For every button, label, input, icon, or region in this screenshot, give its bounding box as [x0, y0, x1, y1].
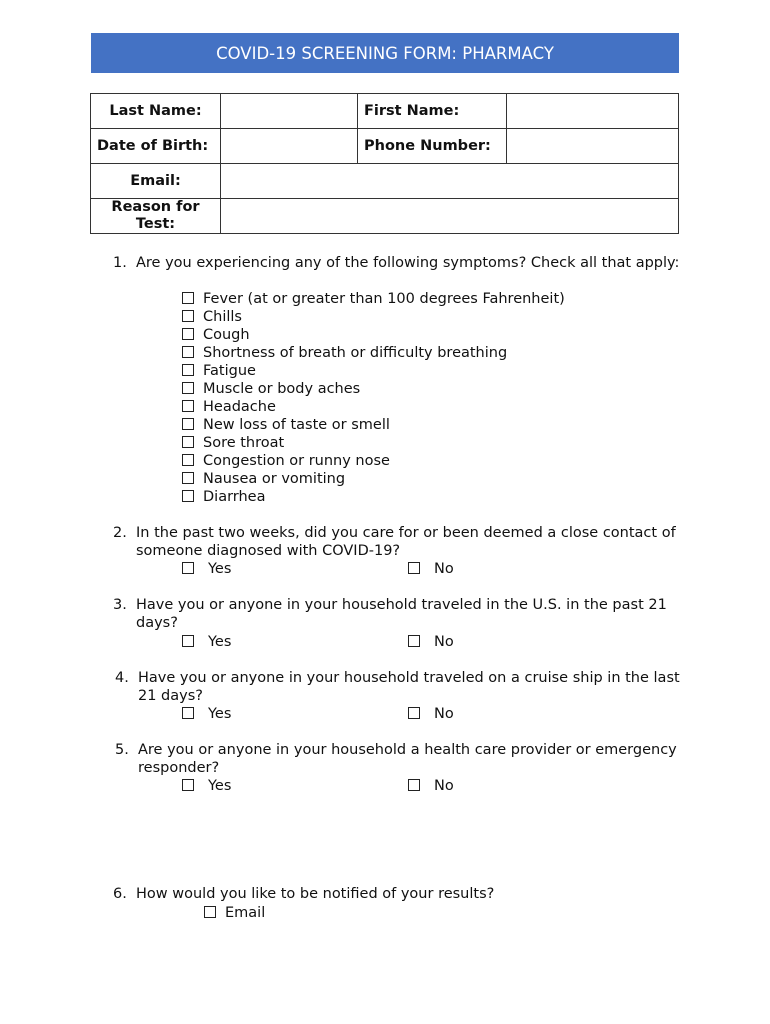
checkbox-icon[interactable]: [408, 707, 420, 719]
dob-label: Date of Birth:: [91, 129, 221, 164]
symptom-label: Cough: [203, 327, 250, 343]
yes-option[interactable]: [182, 633, 231, 651]
question-text: In the past two weeks, did you care for or been deemed a close contact of someone diagnosed with COVID-19?: [136, 525, 676, 559]
symptom-option[interactable]: [182, 290, 565, 308]
question-text: Have you or anyone in your household traveled in the U.S. in the past 21 days?: [136, 597, 667, 631]
question-number: 5.: [115, 742, 129, 758]
symptom-option[interactable]: [182, 362, 256, 380]
checkbox-icon[interactable]: [182, 346, 194, 358]
symptom-label: Nausea or vomiting: [203, 471, 346, 487]
symptom-option[interactable]: [182, 434, 284, 452]
checkbox-icon[interactable]: [182, 562, 194, 574]
first-name-label: First Name:: [358, 94, 507, 129]
symptom-label: Shortness of breath or difficulty breathing: [203, 345, 508, 361]
symptom-option[interactable]: [182, 380, 360, 398]
checkbox-icon[interactable]: [204, 906, 216, 918]
checkbox-icon[interactable]: [408, 562, 420, 574]
symptom-option[interactable]: [182, 326, 250, 344]
symptom-label: Headache: [203, 399, 276, 415]
symptom-option[interactable]: [182, 344, 507, 362]
symptom-option[interactable]: [182, 416, 390, 434]
checkbox-icon[interactable]: [408, 779, 420, 791]
yes-label: Yes: [208, 561, 232, 577]
no-label: No: [434, 778, 454, 794]
no-label: No: [434, 561, 454, 577]
checkbox-icon[interactable]: [182, 635, 194, 647]
question-number: 1.: [113, 255, 127, 271]
symptom-option[interactable]: [182, 452, 390, 470]
question-number: 2.: [113, 525, 127, 541]
checkbox-icon[interactable]: [182, 328, 194, 340]
patient-info-table: [90, 93, 679, 234]
email-label: Email:: [91, 164, 221, 199]
symptom-option[interactable]: [182, 470, 345, 488]
checkbox-icon[interactable]: [182, 292, 194, 304]
symptom-label: New loss of taste or smell: [203, 417, 390, 433]
email-notify-option[interactable]: [204, 904, 265, 922]
checkbox-icon[interactable]: [182, 364, 194, 376]
email-notify-label: Email: [225, 905, 266, 921]
symptom-label: Congestion or runny nose: [203, 453, 390, 469]
first-name-field[interactable]: [507, 94, 679, 129]
symptom-option[interactable]: [182, 488, 266, 506]
phone-field[interactable]: [507, 129, 679, 164]
last-name-field[interactable]: [221, 94, 358, 129]
symptom-label: Fever (at or greater than 100 degrees Fahrenheit): [203, 291, 565, 307]
question-text: How would you like to be notified of your results?: [136, 886, 495, 902]
checkbox-icon[interactable]: [182, 472, 194, 484]
symptom-option[interactable]: [182, 398, 276, 416]
reason-label: Reason for Test:: [91, 199, 221, 234]
checkbox-icon[interactable]: [182, 418, 194, 430]
checkbox-icon[interactable]: [182, 779, 194, 791]
form-title: COVID-19 SCREENING FORM: PHARMACY: [91, 33, 679, 73]
question-number: 6.: [113, 886, 127, 902]
no-option[interactable]: [408, 777, 454, 795]
yes-label: Yes: [208, 778, 232, 794]
no-option[interactable]: [408, 560, 454, 578]
symptom-label: Sore throat: [203, 435, 285, 451]
symptom-label: Muscle or body aches: [203, 381, 361, 397]
last-name-label: Last Name:: [91, 94, 221, 129]
yes-label: Yes: [208, 706, 232, 722]
question-text: Are you experiencing any of the following symptoms? Check all that apply:: [136, 255, 680, 271]
symptom-label: Fatigue: [203, 363, 256, 379]
no-option[interactable]: [408, 705, 454, 723]
yes-option[interactable]: [182, 560, 231, 578]
symptom-label: Diarrhea: [203, 489, 266, 505]
phone-label: Phone Number:: [358, 129, 507, 164]
question-text: Are you or anyone in your household a health care provider or emergency responder?: [138, 742, 677, 776]
checkbox-icon[interactable]: [182, 490, 194, 502]
email-field[interactable]: [221, 164, 679, 199]
no-label: No: [434, 706, 454, 722]
checkbox-icon[interactable]: [182, 436, 194, 448]
dob-field[interactable]: [221, 129, 358, 164]
yes-label: Yes: [208, 634, 232, 650]
no-label: No: [434, 634, 454, 650]
reason-field[interactable]: [221, 199, 679, 234]
no-option[interactable]: [408, 633, 454, 651]
yes-option[interactable]: [182, 777, 231, 795]
checkbox-icon[interactable]: [182, 400, 194, 412]
checkbox-icon[interactable]: [408, 635, 420, 647]
question-number: 4.: [115, 670, 129, 686]
checkbox-icon[interactable]: [182, 707, 194, 719]
question-text: Have you or anyone in your household traveled on a cruise ship in the last 21 days?: [138, 670, 680, 704]
checkbox-icon[interactable]: [182, 310, 194, 322]
yes-option[interactable]: [182, 705, 231, 723]
question-number: 3.: [113, 597, 127, 613]
symptom-option[interactable]: [182, 308, 242, 326]
symptom-label: Chills: [203, 309, 242, 325]
checkbox-icon[interactable]: [182, 454, 194, 466]
checkbox-icon[interactable]: [182, 382, 194, 394]
